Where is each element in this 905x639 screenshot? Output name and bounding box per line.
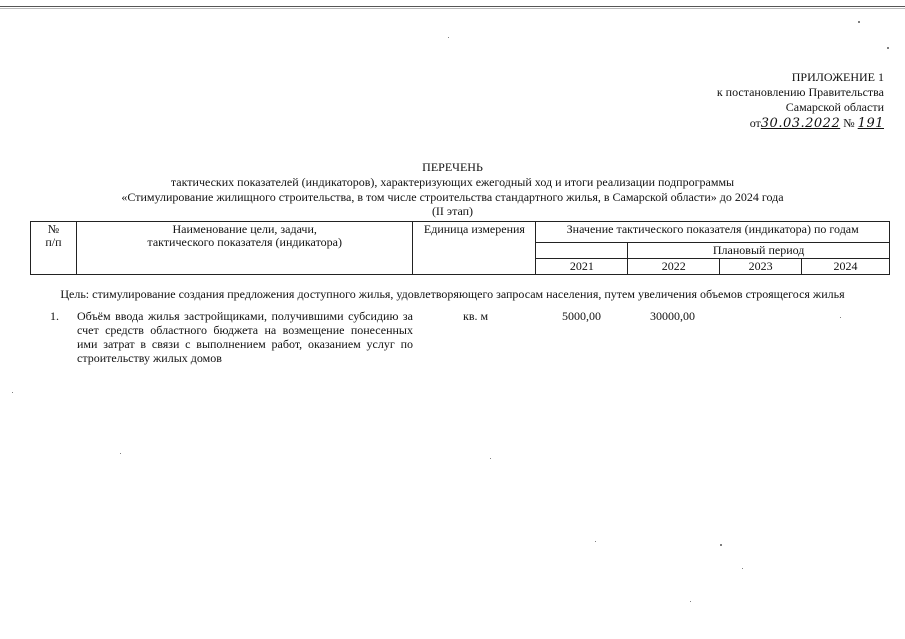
handwritten-date: 30.03.2022 (760, 116, 841, 131)
col-header-year: 2023 (720, 259, 802, 275)
row-number: 1. (50, 309, 59, 323)
col-header-name: Наименование цели, задачи, тактического показателя (индикатора) (76, 222, 413, 275)
handwritten-number: 191 (857, 116, 884, 131)
scan-speck (690, 601, 691, 602)
scan-speck (448, 37, 449, 38)
scan-top-rule-shadow (0, 8, 905, 9)
scan-speck (858, 21, 860, 23)
resolution-label: к постановлению Правительства (716, 85, 884, 99)
date-prefix: от (749, 116, 761, 130)
region-label: Самарской области (785, 100, 884, 114)
row-value-2021: 5000,00 (562, 309, 601, 323)
col-header-unit: Единица измерения (413, 222, 536, 275)
scan-top-rule (0, 6, 905, 7)
col-header-year: 2021 (536, 259, 628, 275)
scan-speck (120, 453, 121, 454)
document-subtitle-1: тактических показателей (индикаторов), характеризующих ежегодный ход и итоги реализации подпрограммы (170, 175, 735, 189)
goal-statement: Цель: стимулирование создания предложения доступного жилья, удовлетворяющего запросам населения, путем увеличения объемов строящегося жилья (60, 287, 845, 301)
col-header-values: Значение тактического показателя (индикатора) по годам (536, 222, 890, 243)
col-header-year: 2022 (628, 259, 720, 275)
approval-block (717, 70, 884, 131)
scan-speck (720, 544, 722, 546)
scan-speck (742, 568, 743, 569)
col-header-planned-period: Плановый период (628, 243, 890, 259)
row-unit: кв. м (463, 309, 489, 323)
row-value-2022: 30000,00 (650, 309, 695, 323)
date-number-row (717, 116, 884, 131)
document-stage: (II этап) (431, 204, 474, 218)
appendix-label: ПРИЛОЖЕНИЕ 1 (791, 70, 884, 84)
scan-speck (12, 392, 13, 393)
document-title: ПЕРЕЧЕНЬ (422, 160, 483, 174)
scan-speck (490, 458, 491, 459)
col-header-number: № п/п (31, 222, 77, 275)
row-indicator-name: Объём ввода жилья застройщиками, получившими субсидию за счет средств областного бюджета на возмещение понесенных ими затрат в связи с выполнением работ, оказанием услуг по строительству жилых домов (77, 309, 413, 365)
scan-speck (840, 317, 841, 318)
number-prefix: № (843, 116, 855, 130)
scan-speck (595, 541, 596, 542)
col-header-year: 2024 (802, 259, 890, 275)
document-subtitle-2: «Стимулирование жилищного строительства, в том числе строительства стандартного жилья, в Самарской области» до 2024 года (121, 190, 784, 204)
indicators-header-table (30, 221, 890, 275)
scan-speck (887, 47, 889, 49)
